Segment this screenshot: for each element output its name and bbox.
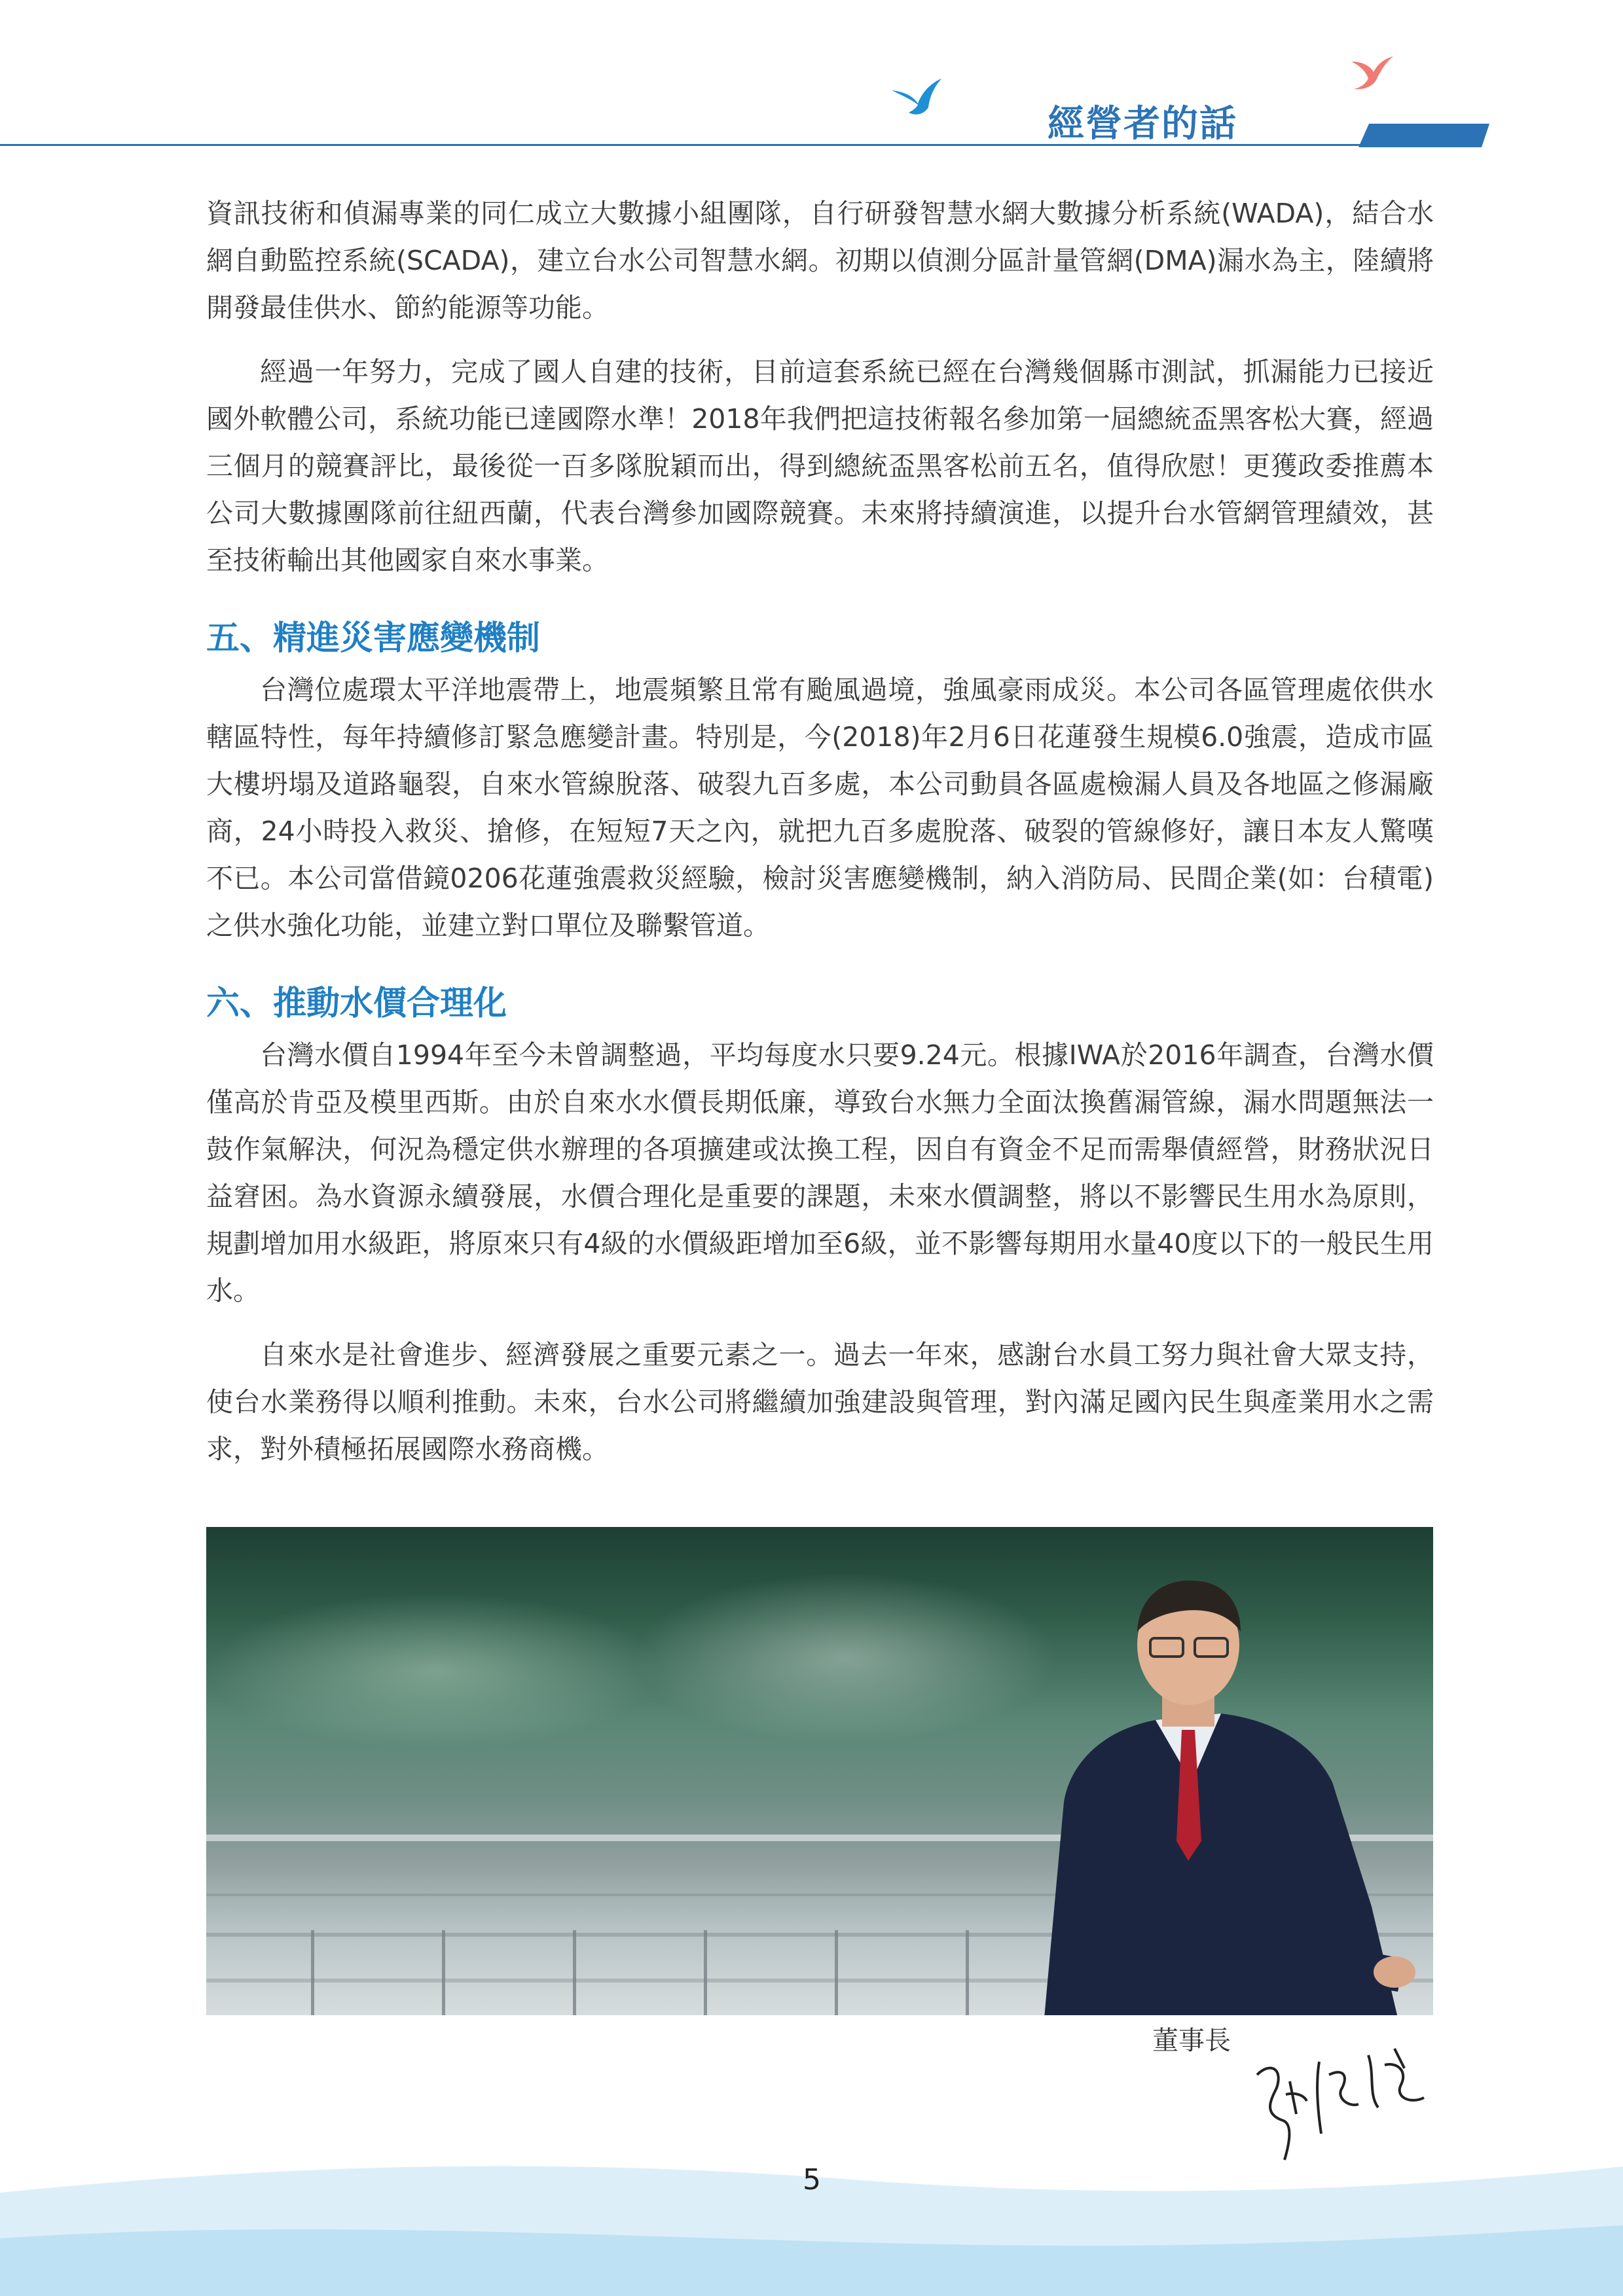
page-header: [0, 0, 1623, 157]
paragraph-water-price: 台灣水價自1994年至今未曾調整過，平均每度水只要9.24元。根據IWA於2016年調查，台灣水價僅高於肯亞及模里西斯。由於自來水水價長期低廉，導致台水無力全面汰換舊漏管線，漏水問題無法一鼓作氣解決，何況為穩定供水辦理的各項擴建或汰換工程，因自有資金不足而需舉債經營，財務狀況日益窘困。為水資源永續發展，水價合理化是重要的課題，未來水價調整，將以不影響民生用水為原則，規劃增加用水級距，將原來只有4級的水價級距增加至6級，並不影響每期用水量40度以下的一般民生用水。: [206, 1039, 1434, 1306]
paragraph-hackathon: 經過一年努力，完成了國人自建的技術，目前這套系統已經在台灣幾個縣市測試，抓漏能力已接近國外軟體公司，系統功能已達國際水準！2018年我們把這技術報名參加第一屆總統盃黑客松大賽，經過三個月的競賽評比，最後從一百多隊脫穎而出，得到總統盃黑客松前五名，值得欣慰！更獲政委推薦本公司大數據團隊前往紐西蘭，代表台灣參加國際競賽。未來將持續演進，以提升台水管網管理績效，甚至技術輸出其他國家自來水事業。: [206, 356, 1434, 576]
header-tab-accent: [1359, 124, 1489, 147]
paragraph-wada: 資訊技術和偵漏專業的同仁成立大數據小組團隊，自行研發智慧水網大數據分析系統(WADA)，結合水網自動監控系統(SCADA)，建立台水公司智慧水網。初期以偵測分區計量管網(DMA)漏水為主，陸續將開發最佳供水、節約能源等功能。: [206, 198, 1434, 323]
paragraph-closing: 自來水是社會進步、經濟發展之重要元素之一。過去一年來，感謝台水員工努力與社會大眾支持，使台水業務得以順利推動。未來，台水公司將繼續加強建設與管理，對內滿足國內民生與產業用水之需求，對外積極拓展國際水務商機。: [206, 1339, 1434, 1465]
pink-bird-icon: [1349, 52, 1395, 92]
section-heading-water-price: 六、推動水價合理化: [206, 984, 507, 1023]
paragraph-disaster: 台灣位處環太平洋地震帶上，地震頻繁且常有颱風過境，強風豪雨成災。本公司各區管理處依供水轄區特性，每年持續修訂緊急應變計畫。特別是，今(2018)年2月6日花蓮發生規模6.0強震，造成市區大樓坍塌及道路龜裂，自來水管線脫落、破裂九百多處，本公司動員各區處檢漏人員及各地區之修漏廠商，24小時投入救災、搶修，在短短7天之內，就把九百多處脫落、破裂的管線修好，讓日本友人驚嘆不已。本公司當借鏡0206花蓮強震救災經驗，檢討災害應變機制，納入消防局、民間企業(如：台積電)之供水強化功能，並建立對口單位及聯繫管道。: [206, 674, 1434, 941]
section-heading-disaster: 五、精進災害應變機制: [206, 619, 541, 658]
page-number: 5: [803, 2163, 821, 2197]
chairman-figure: [1005, 1566, 1431, 2015]
article-body: [206, 190, 1434, 1490]
page-title: 經營者的話: [1048, 103, 1237, 145]
chairman-label: 董事長: [1152, 2026, 1231, 2056]
chairman-photo: [206, 1527, 1433, 2015]
handwritten-signature: [1244, 2036, 1440, 2166]
blue-bird-icon: [890, 72, 943, 118]
